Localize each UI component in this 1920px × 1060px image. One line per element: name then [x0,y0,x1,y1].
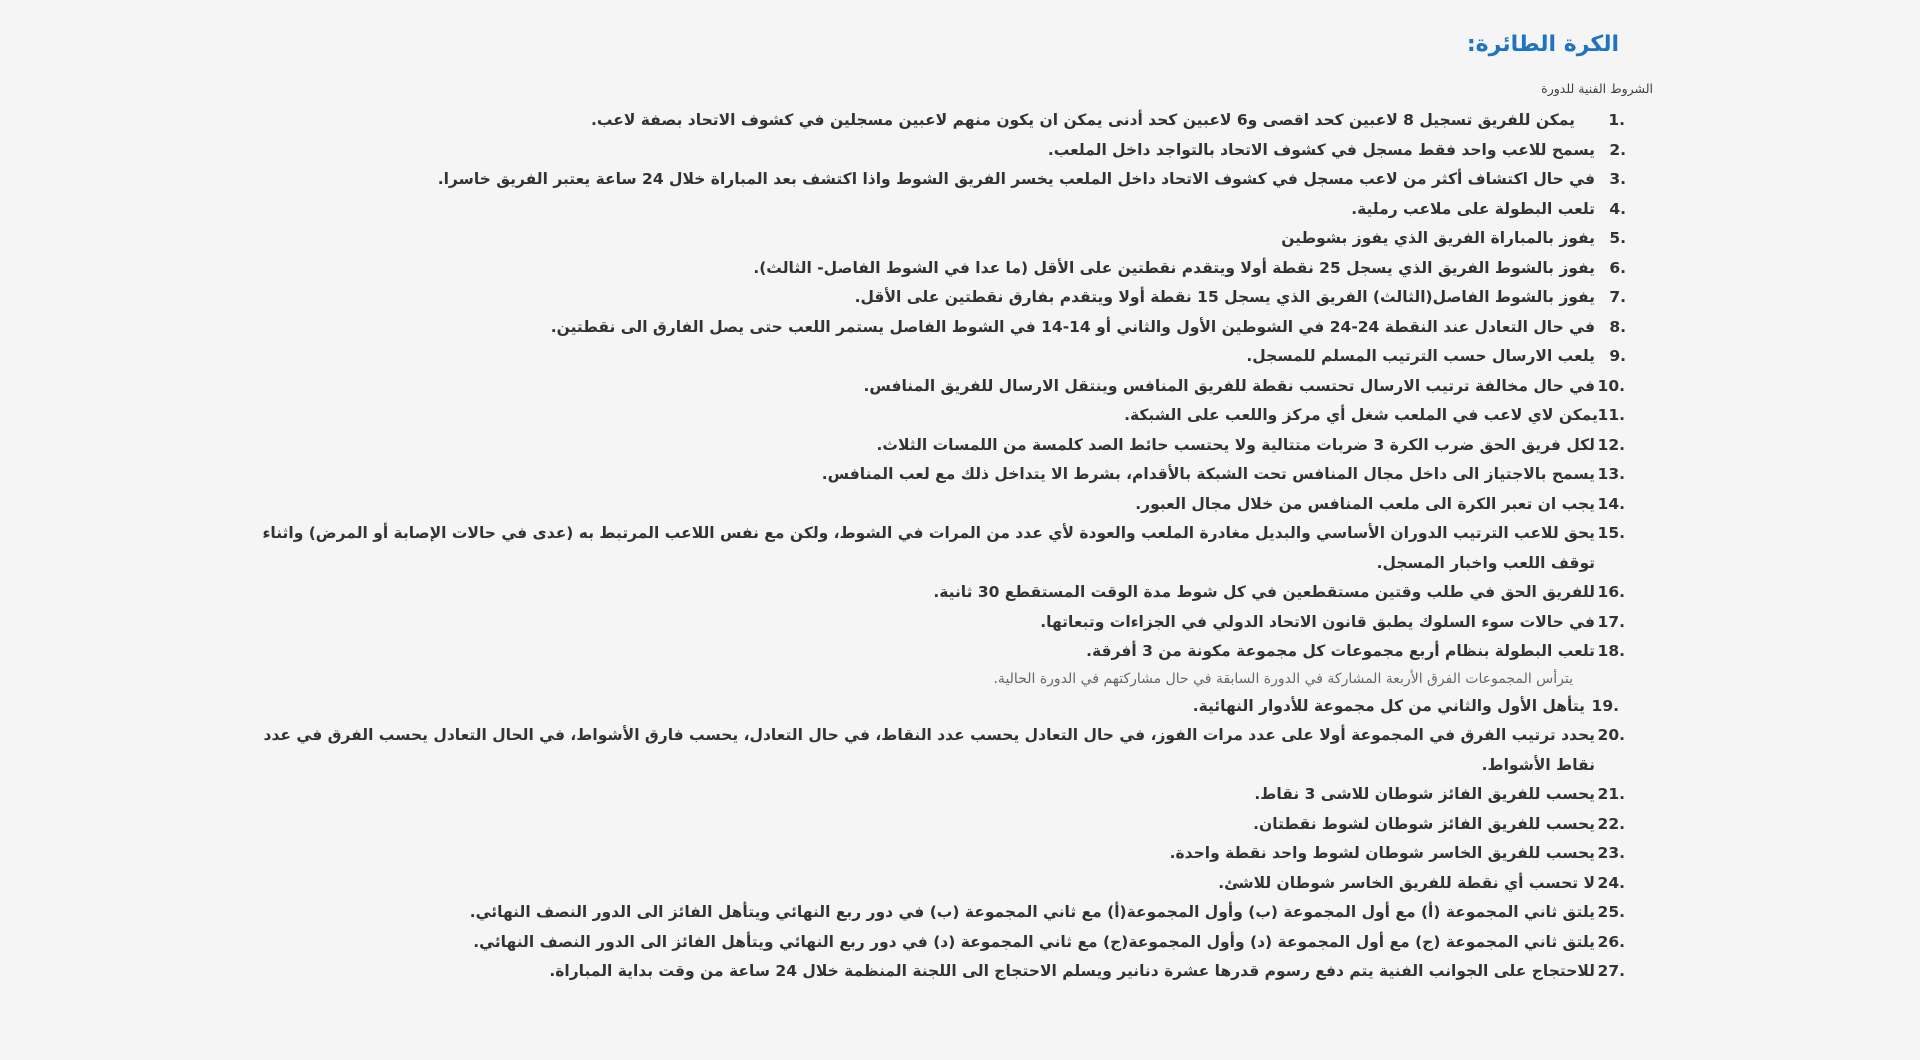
rule-text: يحسب للفريق الفائز شوطان للاشى 3 نقاط. [1254,785,1595,803]
rule-number: 4. [1609,199,1626,218]
rule-number: 11. [1597,406,1625,424]
rule-item-22 [0,810,1920,840]
rule-number: 20. [1597,726,1625,744]
rule-item-16 [0,578,1920,608]
note-text: يترأس المجموعات الفرق الأربعة المشاركة في الدورة السابقة في حال مشاركتهم في الدورة الحالية. [993,670,1573,687]
rule-number: 18. [1597,642,1625,660]
rule-text: يحسب للفريق الفائز شوطان لشوط نقطتان. [1253,814,1595,833]
rule-text: تلعب البطولة على ملاعب رملية. [1351,199,1595,218]
rule-number: 24. [1597,873,1625,892]
rule-number: 27. [1597,962,1625,980]
rule-item-24 [0,869,1920,899]
rule-text: في حال مخالفة ترتيب الارسال تحتسب نقطة للفريق المنافس وينتقل الارسال للفريق المنافس. [863,376,1595,395]
rule-text: يمكن لاي لاعب في الملعب شغل أي مركز واللعب على الشبكة. [1124,406,1598,424]
rule-text: لكل فريق الحق ضرب الكرة 3 ضربات متتالية ولا يحتسب حائط الصد كلمسة من اللمسات الثلاث. [876,435,1595,454]
rule-text: في حال التعادل عند النقطة 24-24 في الشوطين الأول والثاني أو 14-14 في الشوط الفاصل يستمر اللعب حتى يصل الفارق الى نقطتين. [550,317,1595,336]
rule-number: 13. [1597,465,1625,483]
rule-item-19 [0,692,1920,722]
rule-text: يجب ان تعبر الكرة الى ملعب المنافس من خلال مجال العبور. [1135,494,1595,513]
rule-item-17 [0,608,1920,638]
rule-item-23 [0,839,1920,869]
rule-number: 3. [1609,170,1626,188]
rule-item-2 [0,136,1920,166]
rules-list [0,106,1920,987]
rule-text: يفوز بالشوط الفاصل(الثالث) الفريق الذي يسجل 15 نقطة أولا ويتقدم بفارق نقطتين على الأقل. [854,288,1595,306]
rule-number: 10. [1597,376,1625,395]
rule-number: 14. [1597,494,1625,513]
rule-text: في حالات سوء السلوك يطبق قانون الاتحاد الدولي في الجزاءات وتبعاتها. [1040,612,1595,631]
rule-number: 23. [1597,844,1625,862]
rule-item-4 [0,195,1920,225]
rule-number: 21. [1597,785,1625,803]
rule-item-1 [0,106,1920,136]
rule-text: لا تحسب أي نقطة للفريق الخاسر شوطان للاشئ. [1218,873,1595,892]
rule-item-27 [0,957,1920,987]
rule-number: 1. [1608,111,1625,129]
rule-text: يفوز بالشوط الفريق الذي يسجل 25 نقطة أولا ويتقدم نقطتين على الأقل (ما عدا في الشوط الفاصل- الثالث). [753,258,1595,277]
rule-item-21 [0,780,1920,810]
rule-item-11 [0,401,1920,431]
rule-text: للفريق الحق في طلب وقتين مستقطعين في كل شوط مدة الوقت المستقطع 30 ثانية. [933,583,1595,601]
rule-number: 26. [1597,932,1625,951]
document-title: الكرة الطائرة: [1466,32,1619,57]
rule-item-26 [0,928,1920,958]
rule-text: في حال اكتشاف أكثر من لاعب مسجل في كشوف الاتحاد داخل الملعب يخسر الفريق الشوط واذا اكتشف بعد المباراة خلال 24 ساعة يعتبر الفريق خاسرا. [437,170,1595,188]
rule-item-14 [0,490,1920,520]
rule-number: 6. [1609,258,1626,277]
rule-item-12 [0,431,1920,461]
rule-number: 5. [1609,229,1626,247]
rule-text: يلتق ثاني المجموعة (ج) مع أول المجموعة (د) وأول المجموعة(ج) مع ثاني المجموعة (د) في دور ربع النهائي ويتأهل الفائز الى الدور النصف النهائي. [473,932,1595,951]
rule-text: يسمح بالاجتياز الى داخل مجال المنافس تحت الشبكة بالأقدام، بشرط الا يتداخل ذلك مع لعب المنافس. [821,465,1595,483]
rule-text: يلعب الارسال حسب الترتيب المسلم للمسجل. [1246,347,1595,365]
rule-number: 25. [1597,903,1625,921]
rule-item-20 [0,721,1920,780]
rule-item-10 [0,372,1920,402]
rule-item-9 [0,342,1920,372]
rule-text: يسمح للاعب واحد فقط مسجل في كشوف الاتحاد بالتواجد داخل الملعب. [1047,140,1595,159]
rule-number: 2. [1609,140,1626,159]
rule-item-18 [0,637,1920,667]
groups-note [0,667,1920,692]
rule-number: 15. [1597,524,1625,542]
rule-text: يحسب للفريق الخاسر شوطان لشوط واحد نقطة واحدة. [1169,844,1595,862]
rule-item-13 [0,460,1920,490]
rule-item-15 [0,519,1920,578]
rule-number: 9. [1609,347,1626,365]
rule-text: يمكن للفريق تسجيل 8 لاعبين كحد اقصى و6 لاعبين كحد أدنى يمكن ان يكون منهم لاعبين مسجلين في كشوف الاتحاد بصفة لاعب. [590,111,1575,129]
rule-number: 19. [1591,696,1619,715]
rule-item-25 [0,898,1920,928]
rule-text: تلعب البطولة بنظام أربع مجموعات كل مجموعة مكونة من 3 أفرقة. [1086,642,1595,660]
rule-item-6 [0,254,1920,284]
rule-item-5 [0,224,1920,254]
rule-text: للاحتجاج على الجوانب الفنية يتم دفع رسوم قدرها عشرة دنانير ويسلم الاحتجاج الى اللجنة المنظمة خلال 24 ساعة من وقت بداية المباراة. [549,962,1595,980]
rule-text: يلتق ثاني المجموعة (أ) مع أول المجموعة (ب) وأول المجموعة(أ) مع ثاني المجموعة (ب) في دور ربع النهائي ويتأهل الفائز الى الدور النصف النهائي. [469,903,1595,921]
rule-number: 12. [1597,435,1625,454]
rule-number: 16. [1597,583,1625,601]
rule-number: 22. [1597,814,1625,833]
rule-item-8 [0,313,1920,343]
rule-number: 8. [1609,317,1626,336]
rule-item-3 [0,165,1920,195]
rule-text: يحدد ترتيب الفرق في المجموعة أولا على عدد مرات الفوز، في حال التعادل يحسب عدد النقاط، في حال التعادل، يحسب فارق الأشواط، في الحال التعادل يحسب الفرق في عدد نقاط الأشواط. [263,726,1595,774]
rule-text: يحق للاعب الترتيب الدوران الأساسي والبديل مغادرة الملعب والعودة لأي عدد من المرات في الشوط، ولكن مع نفس اللاعب المرتبط به (عدى في حالات الإصابة أو المرض) واثناء توقف اللعب واخبار المسجل. [262,524,1595,572]
rule-number: 7. [1609,288,1626,306]
document-subtitle: الشروط الفنية للدورة [1541,81,1653,96]
rule-text: يفوز بالمباراة الفريق الذي يفوز بشوطين [1281,229,1595,247]
rule-number: 17. [1597,612,1625,631]
rule-text: يتأهل الأول والثاني من كل مجموعة للأدوار النهائية. [1192,696,1585,715]
rule-item-7 [0,283,1920,313]
